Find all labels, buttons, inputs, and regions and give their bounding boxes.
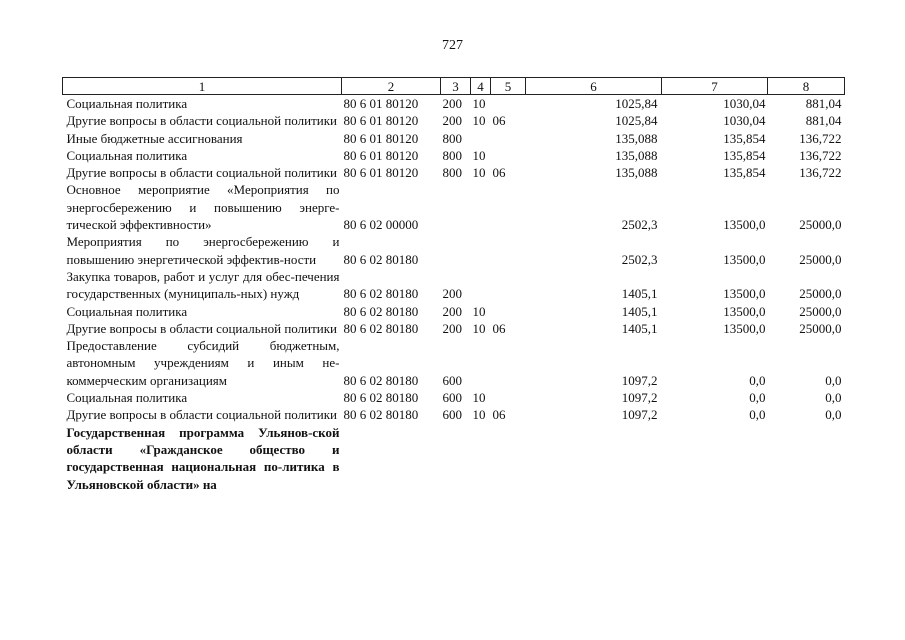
table-row (63, 233, 845, 268)
row-subsection-cell (491, 268, 526, 303)
row-value-2-cell: 13500,0 (723, 217, 766, 233)
row-expense-type-cell: 600 (442, 407, 462, 423)
row-expense-type-cell: 600 (442, 390, 462, 406)
row-subsection-cell: 06 (492, 407, 506, 423)
row-code-cell: 80 6 02 80180 (343, 407, 419, 423)
row-value-1-cell: 1405,1 (621, 320, 658, 336)
row-value-2-cell: 13500,0 (723, 303, 766, 319)
row-value-2-cell: 0,0 (749, 372, 766, 388)
row-section-cell: 10 (472, 407, 486, 423)
row-code-cell: 80 6 02 80180 (343, 251, 419, 267)
row-subsection-cell (491, 303, 526, 320)
table-row (63, 268, 845, 303)
table-row (63, 147, 845, 164)
row-value-3-cell: 25000,0 (799, 303, 842, 319)
row-name-cell: Другие вопросы в области социальной политики (66, 113, 337, 129)
row-name-cell: Другие вопросы в области социальной политики (66, 407, 337, 423)
row-expense-type-cell (441, 424, 471, 493)
row-code-cell: 80 6 02 80180 (343, 286, 419, 302)
row-section-cell: 10 (472, 113, 486, 129)
row-section-cell (471, 424, 491, 493)
table-row (63, 337, 845, 389)
page-number: 727 (442, 38, 463, 53)
row-subsection-cell (491, 181, 526, 233)
row-code-cell: 80 6 02 80180 (343, 390, 419, 406)
row-section-cell (471, 233, 491, 268)
row-value-3-cell: 136,722 (799, 130, 842, 146)
row-value-1-cell: 2502,3 (621, 251, 658, 267)
table-header (63, 78, 845, 95)
table-row (63, 320, 845, 337)
column-header-7: 7 (662, 78, 768, 95)
row-name-cell: Иные бюджетные ассигнования (66, 130, 243, 146)
row-subsection-cell (491, 233, 526, 268)
row-subsection-cell: 06 (492, 113, 506, 129)
row-code-cell: 80 6 01 80120 (343, 147, 419, 163)
row-value-1-cell: 135,088 (615, 147, 658, 163)
row-expense-type-cell: 200 (442, 320, 462, 336)
row-value-1-cell: 1097,2 (621, 407, 658, 423)
row-code-cell: 80 6 02 80180 (343, 372, 419, 388)
row-value-2-cell: 13500,0 (723, 251, 766, 267)
row-expense-type-cell: 200 (442, 96, 462, 111)
row-subsection-cell (491, 147, 526, 164)
row-code-cell: 80 6 01 80120 (343, 165, 419, 181)
row-value-2-cell: 135,854 (723, 165, 766, 181)
row-name-cell: Социальная политика (66, 96, 188, 111)
table-body (63, 95, 845, 493)
column-header-3: 3 (441, 78, 471, 95)
row-name-cell: Другие вопросы в области социальной политики (66, 165, 337, 181)
row-value-3-cell: 0,0 (825, 407, 842, 423)
row-value-3-cell: 25000,0 (799, 320, 842, 336)
row-value-3-cell: 0,0 (825, 390, 842, 406)
column-number-row (63, 78, 845, 95)
row-value-2-cell: 1030,04 (723, 113, 766, 129)
row-subsection-cell (491, 95, 526, 113)
row-value-1-cell: 1025,84 (615, 113, 658, 129)
row-subsection-cell (491, 130, 526, 147)
row-subsection-cell (491, 337, 526, 389)
row-value-1-cell: 1025,84 (615, 96, 658, 111)
row-value-2-cell: 135,854 (723, 147, 766, 163)
column-header-6: 6 (526, 78, 662, 95)
column-header-8: 8 (768, 78, 845, 95)
row-value-3-cell: 136,722 (799, 165, 842, 181)
table-row (63, 424, 845, 493)
row-value-3-cell: 136,722 (799, 147, 842, 163)
row-section-cell: 10 (472, 320, 486, 336)
row-code-cell: 80 6 02 00000 (343, 217, 419, 233)
table-row (63, 95, 845, 113)
row-value-3-cell (768, 424, 845, 493)
row-name-cell: Мероприятия по энергосбережению и повышению энергетической эффектив-ности (66, 234, 340, 267)
table-row (63, 164, 845, 181)
row-subsection-cell (491, 389, 526, 406)
row-name-cell: Закупка товаров, работ и услуг для обес-печения государственных (муниципаль-ных) нужд (66, 268, 340, 302)
column-header-2: 2 (342, 78, 441, 95)
row-value-1-cell: 2502,3 (621, 217, 658, 233)
row-name-cell: Социальная политика (66, 390, 188, 406)
row-section-cell (471, 181, 491, 233)
row-name-cell: Основное мероприятие «Мероприятия по энергосбережению и повышению энерге-тической эффективности» (66, 182, 340, 233)
row-code-cell: 80 6 01 80120 (343, 113, 419, 129)
row-section-cell: 10 (472, 303, 486, 319)
row-section-cell: 10 (472, 390, 486, 406)
table-row (63, 130, 845, 147)
row-value-3-cell: 25000,0 (799, 251, 842, 267)
table-row (63, 406, 845, 423)
row-expense-type-cell: 800 (442, 130, 462, 146)
row-value-3-cell: 25000,0 (799, 217, 842, 233)
row-code-cell (342, 424, 441, 493)
table-row (63, 181, 845, 233)
row-value-1-cell: 1097,2 (621, 372, 658, 388)
row-name-cell: Социальная политика (66, 147, 188, 163)
row-subsection-cell (491, 424, 526, 493)
row-section-cell (471, 130, 491, 147)
row-name-cell: Государственная программа Ульянов-ской области «Гражданское общество и государственная национальная по-литика в Ульяновской области» на (66, 424, 340, 492)
table-row (63, 303, 845, 320)
row-expense-type-cell: 600 (442, 372, 462, 388)
row-value-1-cell: 1405,1 (621, 303, 658, 319)
row-subsection-cell: 06 (492, 320, 506, 336)
row-value-2-cell: 13500,0 (723, 286, 766, 302)
row-name-cell: Социальная политика (66, 303, 188, 319)
row-expense-type-cell (441, 233, 471, 268)
row-value-2-cell: 1030,04 (723, 96, 766, 111)
table-row (63, 389, 845, 406)
row-value-3-cell: 881,04 (805, 113, 842, 129)
row-subsection-cell: 06 (492, 165, 506, 181)
row-value-3-cell: 881,04 (805, 96, 842, 111)
row-value-3-cell: 0,0 (825, 372, 842, 388)
row-name-cell: Предоставление субсидий бюджетным, автономным учреждениям и иным не-коммерческим организациям (66, 338, 340, 388)
row-code-cell: 80 6 01 80120 (343, 130, 419, 146)
row-value-2-cell: 135,854 (723, 130, 766, 146)
row-section-cell (471, 337, 491, 389)
row-value-1-cell: 135,088 (615, 130, 658, 146)
column-header-5: 5 (491, 78, 526, 95)
row-code-cell: 80 6 02 80180 (343, 320, 419, 336)
row-value-1-cell: 1097,2 (621, 390, 658, 406)
row-value-2-cell: 0,0 (749, 390, 766, 406)
column-header-1: 1 (63, 78, 342, 95)
table-row (63, 112, 845, 129)
row-value-2-cell: 0,0 (749, 407, 766, 423)
row-section-cell: 10 (472, 147, 486, 163)
row-expense-type-cell: 800 (442, 147, 462, 163)
row-expense-type-cell: 200 (442, 303, 462, 319)
row-value-2-cell: 13500,0 (723, 320, 766, 336)
column-header-4: 4 (471, 78, 491, 95)
row-value-1-cell: 1405,1 (621, 286, 658, 302)
row-name-cell: Другие вопросы в области социальной политики (66, 320, 337, 336)
row-expense-type-cell: 800 (442, 165, 462, 181)
row-expense-type-cell (441, 181, 471, 233)
row-value-1-cell: 135,088 (615, 165, 658, 181)
row-expense-type-cell: 200 (442, 113, 462, 129)
budget-table (62, 77, 845, 493)
row-section-cell: 10 (472, 165, 486, 181)
row-code-cell: 80 6 02 80180 (343, 303, 419, 319)
row-code-cell: 80 6 01 80120 (343, 96, 419, 111)
row-value-1-cell (526, 424, 662, 493)
row-value-2-cell (662, 424, 768, 493)
row-value-3-cell: 25000,0 (799, 286, 842, 302)
row-section-cell (471, 268, 491, 303)
row-expense-type-cell: 200 (442, 286, 462, 302)
row-section-cell: 10 (472, 96, 486, 111)
